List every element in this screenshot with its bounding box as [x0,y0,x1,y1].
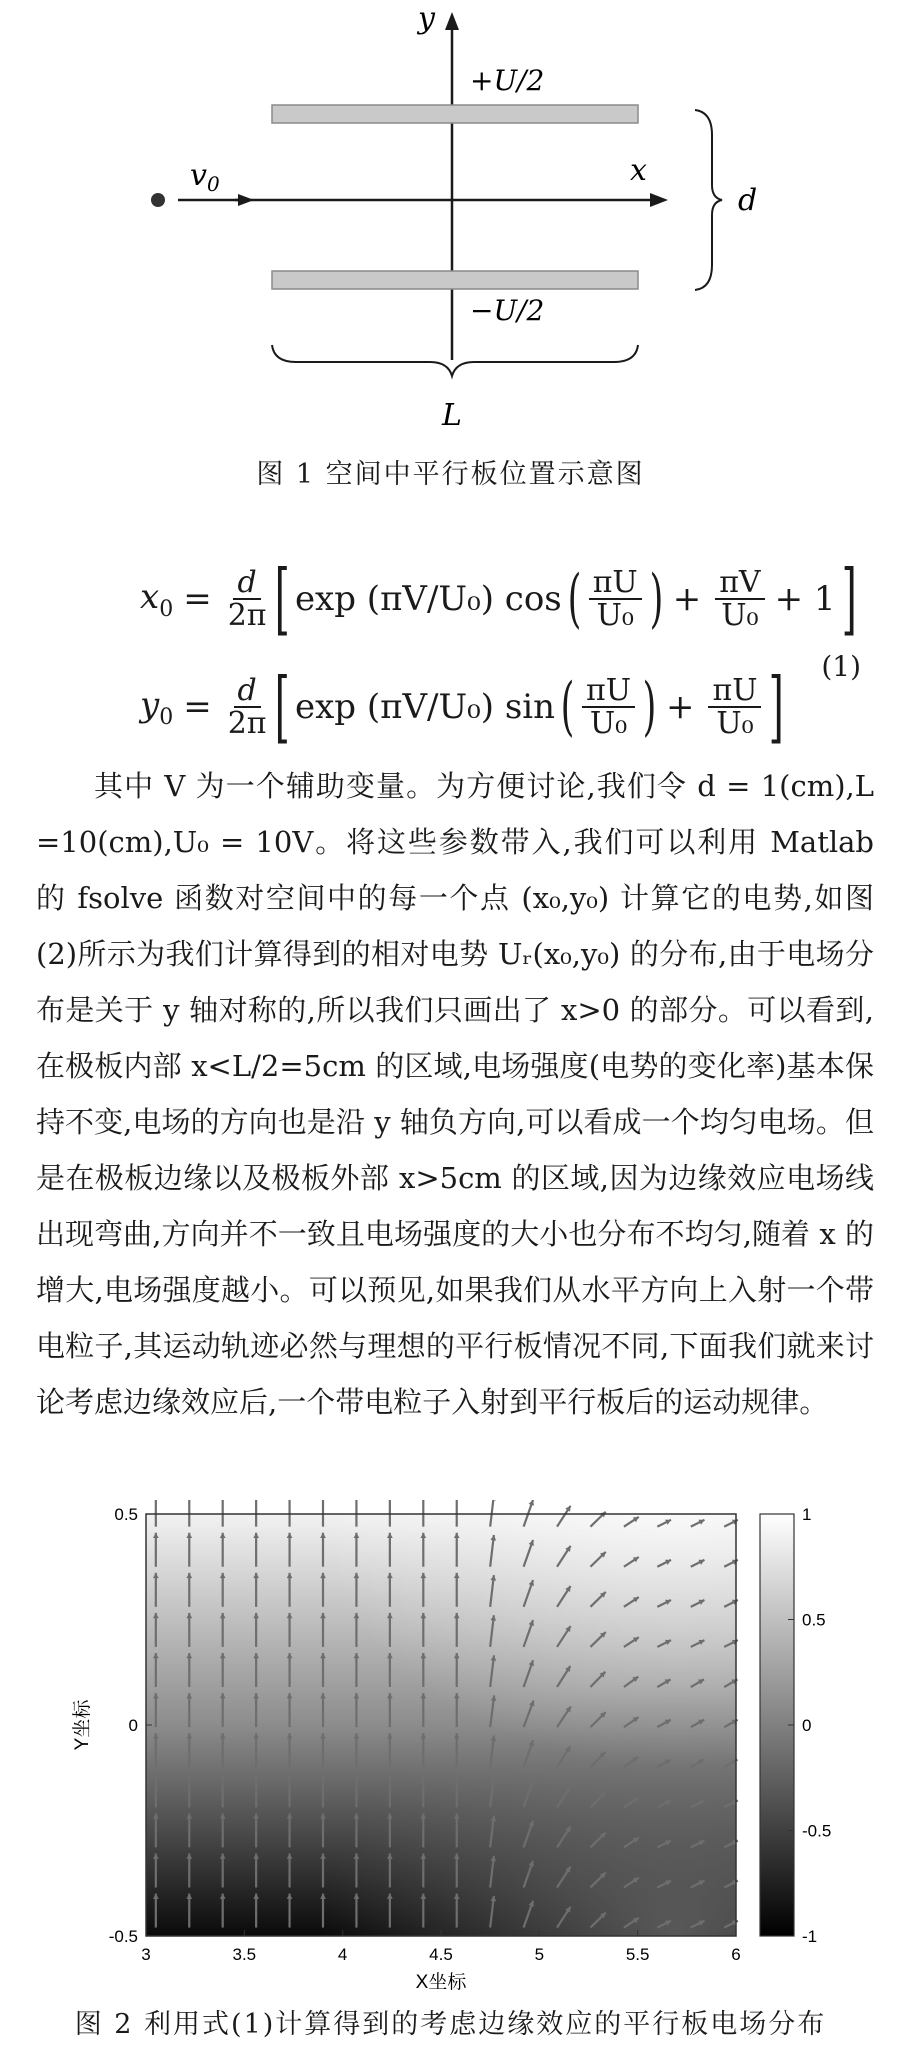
x-tick-label: 4 [337,1945,348,1964]
x-tick-label: 3 [141,1945,151,1964]
heatmap-plot-area [146,1500,738,1936]
x-axis-label: x [630,153,647,188]
y-axis-label: y [418,1,435,36]
x-tick-label: 3.5 [232,1945,257,1964]
equation-block [0,554,901,775]
colorbar-tick-label: -0.5 [802,1821,832,1841]
top-plate-label: +U/2 [470,64,545,97]
y-axis-title: Y坐标 [72,1699,93,1751]
top-plate [272,105,638,123]
body-paragraph: 其中 V 为一个辅助变量。为方便讨论,我们令 d = 1(cm),L =10(cm),U₀ = 10V。将这些参数带入,我们可以利用 Matlab 的 fsolve 函数对空间中的每一个点 (x₀,y₀) 计算它的电势,如图(2)所示为我们计算得到的相对电势 Uᵣ(x₀,y₀) 的分布,由于电场分布是关于 y 轴对称的,所以我们只画出了 x>0 的部分。可以看到,在极板内部 x<L/2=5cm 的区域,电场强度(电势的变化率)基本保持不变,电场的方向也是沿 y 轴负方向,可以看成一个均匀电场。但是在极板边缘以及极板外部 x>5cm 的区域,因为边缘效应电场线出现弯曲,方向并不一致且电场强度的大小也分布不均匀,随着 x 的增大,电场强度越小。可以预见,如果我们从水平方向上入射一个带电粒子,其运动轨迹必然与理想的平行板情况不同,下面我们就来讨论考虑边缘效应后,一个带电粒子入射到平行板后的运动规律。 [36,769,875,1419]
L-brace [272,345,638,376]
bottom-plate-label: −U/2 [470,294,545,327]
y-tick-label: 0 [128,1716,138,1735]
colorbar-tick-label: 1 [802,1505,812,1524]
figure-1-diagram [0,0,901,440]
colorbar-tick-label: 0 [802,1716,812,1735]
equation-number: (1) [821,650,861,683]
y-tick-label: -0.5 [108,1927,138,1946]
particle-dot [151,193,165,207]
figure-1-caption: 图 1 空间中平行板位置示意图 [256,459,645,490]
d-brace [695,110,722,290]
figure-2-chart [0,1500,901,2046]
equation-line-1: $x_0$ = $\frac{d}{2\pi}$ [ exp (πV/U₀) cos ( $\frac{\pi U}{\text{U₀}}$ ) + $\frac{\pi V}{\text{U₀}}$ + 1 ] [140,554,857,644]
equation-line-2: $y_0$ = $\frac{d}{2\pi}$ [ exp (πV/U₀) sin ( $\frac{\pi U}{\text{U₀}}$ ) + $\frac{\pi U}{\text{U₀}}$ ] [140,662,785,752]
x-tick-label: 5 [534,1945,545,1964]
figure-2-caption: 图 2 利用式(1)计算得到的考虑边缘效应的平行板电场分布 [74,2009,827,2040]
colorbar-tick-label: 0.5 [802,1610,826,1630]
y-tick-label: 0.5 [114,1505,138,1524]
x-tick-label: 6 [731,1945,741,1964]
x-tick-label: 4.5 [429,1945,453,1964]
d-label: d [738,183,758,218]
bottom-plate [272,271,638,289]
L-label: L [442,398,462,433]
x-tick-label: 5.5 [625,1945,650,1964]
velocity-label: $v_0$ [190,158,220,196]
colorbar-tick-label: -1 [802,1927,818,1946]
x-axis-title: X坐标 [415,1972,467,1993]
